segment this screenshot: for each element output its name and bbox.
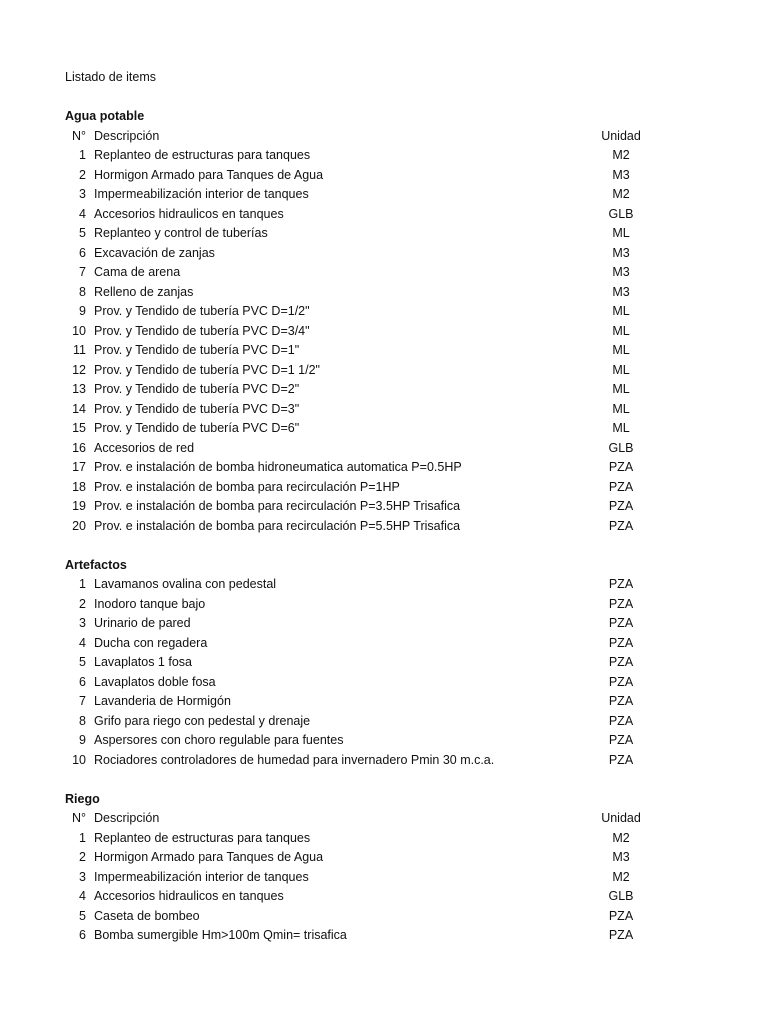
- item-number: 6: [79, 245, 86, 260]
- item-unit: ML: [612, 401, 630, 416]
- column-header-number: N°: [71, 128, 86, 143]
- item-description: Lavaplatos doble fosa: [94, 674, 216, 689]
- item-unit: PZA: [608, 518, 634, 533]
- table-row: [0, 439, 768, 459]
- item-unit: PZA: [608, 616, 634, 630]
- item-number: 18: [72, 479, 86, 494]
- item-unit: ML: [612, 343, 630, 357]
- item-number: 13: [72, 382, 86, 396]
- item-number: 5: [79, 226, 86, 240]
- item-description: Lavamanos ovalina con pedestal: [94, 577, 277, 591]
- table-row: [0, 634, 768, 654]
- item-unit: M3: [612, 850, 630, 864]
- item-number: 15: [72, 421, 86, 435]
- item-number: 10: [72, 323, 86, 338]
- item-unit: GLB: [608, 206, 634, 221]
- table-row: [0, 575, 768, 595]
- table-row: [0, 614, 768, 634]
- column-header-description: Descripción: [94, 811, 160, 825]
- table-row: [0, 868, 768, 888]
- section-title: Riego: [65, 791, 100, 806]
- item-unit: PZA: [608, 694, 634, 708]
- item-description: Ducha con regadera: [94, 635, 208, 650]
- table-row: [0, 146, 768, 166]
- item-description: Prov. y Tendido de tubería PVC D=6": [94, 421, 300, 435]
- item-number: 9: [79, 304, 86, 318]
- table-row: [0, 751, 768, 771]
- table-row: [0, 400, 768, 420]
- item-unit: PZA: [608, 460, 634, 474]
- table-row: [0, 302, 768, 322]
- item-number: 2: [79, 596, 86, 611]
- item-description: Urinario de pared: [94, 616, 191, 630]
- item-unit: PZA: [608, 635, 634, 650]
- item-unit: ML: [612, 323, 630, 338]
- column-header-description: Descripción: [94, 128, 160, 143]
- item-number: 12: [72, 362, 86, 377]
- item-number: 3: [79, 187, 86, 201]
- item-unit: PZA: [608, 752, 634, 767]
- item-number: 20: [72, 518, 86, 533]
- table-row: [0, 517, 768, 537]
- item-number: 5: [79, 655, 86, 669]
- item-description: Prov. y Tendido de tubería PVC D=1/2": [94, 304, 310, 318]
- table-row: [0, 712, 768, 732]
- item-description: Hormigon Armado para Tanques de Agua: [94, 850, 324, 864]
- item-description: Prov. y Tendido de tubería PVC D=3": [94, 401, 300, 416]
- table-row: [0, 478, 768, 498]
- item-description: Prov. y Tendido de tubería PVC D=2": [94, 382, 300, 396]
- item-number: 7: [79, 694, 86, 708]
- item-unit: PZA: [608, 596, 634, 611]
- item-description: Accesorios de red: [94, 440, 195, 455]
- item-number: 6: [79, 674, 86, 689]
- section-title: Artefactos: [65, 557, 127, 572]
- item-number: 11: [73, 343, 86, 357]
- item-unit: GLB: [608, 889, 634, 903]
- item-unit: PZA: [608, 908, 634, 923]
- item-number: 4: [79, 206, 86, 221]
- table-row: [0, 497, 768, 517]
- item-unit: PZA: [608, 928, 634, 942]
- item-unit: PZA: [608, 479, 634, 494]
- item-description: Prov. y Tendido de tubería PVC D=1 1/2": [94, 362, 320, 377]
- item-unit: M3: [612, 265, 630, 279]
- item-number: 7: [79, 265, 86, 279]
- table-row: [0, 224, 768, 244]
- item-description: Bomba sumergible Hm>100m Qmin= trisafica: [94, 928, 347, 942]
- item-description: Prov. y Tendido de tubería PVC D=1": [94, 343, 300, 357]
- column-header-unit: Unidad: [601, 128, 641, 143]
- item-description: Replanteo y control de tuberías: [94, 226, 268, 240]
- document-title: Listado de items: [65, 70, 157, 84]
- item-number: 8: [79, 284, 86, 299]
- table-row: [0, 380, 768, 400]
- item-unit: PZA: [608, 655, 634, 669]
- item-unit: M2: [612, 830, 630, 845]
- item-description: Inodoro tanque bajo: [94, 596, 206, 611]
- item-number: 16: [72, 440, 86, 455]
- item-description: Impermeabilización interior de tanques: [94, 869, 309, 884]
- item-unit: PZA: [608, 713, 634, 728]
- item-number: 1: [79, 148, 86, 162]
- table-row: [0, 205, 768, 225]
- item-description: Replanteo de estructuras para tanques: [94, 830, 311, 845]
- table-row: [0, 848, 768, 868]
- item-unit: M2: [612, 148, 630, 162]
- item-number: 10: [72, 752, 86, 767]
- item-number: 2: [79, 850, 86, 864]
- table-row: [0, 731, 768, 751]
- section-title: Agua potable: [65, 109, 145, 123]
- item-unit: PZA: [608, 733, 634, 747]
- item-unit: M3: [612, 245, 630, 260]
- table-row: [0, 322, 768, 342]
- table-header-row: [0, 127, 768, 147]
- section-title-row: [0, 556, 768, 576]
- item-description: Prov. e instalación de bomba para recirculación P=3.5HP Trisafica: [94, 499, 461, 513]
- item-description: Prov. e instalación de bomba para recirculación P=1HP: [94, 479, 400, 494]
- item-unit: PZA: [608, 674, 634, 689]
- item-unit: GLB: [608, 440, 634, 455]
- column-header-number: N°: [71, 811, 86, 825]
- item-number: 3: [79, 869, 86, 884]
- item-number: 14: [72, 401, 86, 416]
- item-description: Prov. y Tendido de tubería PVC D=3/4": [94, 323, 310, 338]
- table-row: [0, 653, 768, 673]
- item-unit: ML: [612, 304, 630, 318]
- item-number: 19: [72, 499, 86, 513]
- item-unit: PZA: [608, 499, 634, 513]
- item-unit: ML: [612, 382, 630, 396]
- item-description: Accesorios hidraulicos en tanques: [94, 889, 284, 903]
- table-row: [0, 341, 768, 361]
- item-number: 6: [79, 928, 86, 942]
- item-number: 17: [72, 460, 86, 474]
- item-description: Hormigon Armado para Tanques de Agua: [94, 167, 324, 182]
- item-number: 2: [79, 167, 86, 182]
- table-row: [0, 244, 768, 264]
- item-description: Relleno de zanjas: [94, 284, 194, 299]
- table-row: [0, 926, 768, 946]
- item-unit: M2: [612, 187, 630, 201]
- table-row: [0, 595, 768, 615]
- table-row: [0, 419, 768, 439]
- table-row: [0, 458, 768, 478]
- item-number: 9: [79, 733, 86, 747]
- table-row: [0, 263, 768, 283]
- item-description: Accesorios hidraulicos en tanques: [94, 206, 284, 221]
- item-unit: ML: [612, 421, 630, 435]
- item-description: Prov. e instalación de bomba hidroneumatica automatica P=0.5HP: [94, 460, 462, 474]
- table-row: [0, 673, 768, 693]
- item-number: 5: [79, 908, 86, 923]
- item-description: Impermeabilización interior de tanques: [94, 187, 309, 201]
- section-title-row: [0, 790, 768, 810]
- table-row: [0, 907, 768, 927]
- document-title-row: [0, 68, 768, 88]
- item-description: Rociadores controladores de humedad para invernadero Pmin 30 m.c.a.: [94, 752, 495, 767]
- item-description: Excavación de zanjas: [94, 245, 215, 260]
- item-unit: PZA: [608, 577, 634, 591]
- table-row: [0, 283, 768, 303]
- table-header-row: [0, 809, 768, 829]
- item-number: 1: [79, 577, 86, 591]
- item-unit: M2: [612, 869, 630, 884]
- item-description: Cama de arena: [94, 265, 181, 279]
- item-number: 4: [79, 889, 86, 903]
- item-unit: M3: [612, 284, 630, 299]
- column-header-unit: Unidad: [601, 811, 641, 825]
- item-description: Replanteo de estructuras para tanques: [94, 148, 311, 162]
- item-number: 3: [79, 616, 86, 630]
- table-row: [0, 887, 768, 907]
- table-row: [0, 166, 768, 186]
- item-unit: ML: [612, 362, 630, 377]
- table-row: [0, 692, 768, 712]
- table-row: [0, 361, 768, 381]
- item-unit: M3: [612, 167, 630, 182]
- item-description: Grifo para riego con pedestal y drenaje: [94, 713, 311, 728]
- item-number: 4: [79, 635, 86, 650]
- item-number: 1: [79, 830, 86, 845]
- item-description: Lavaplatos 1 fosa: [94, 655, 192, 669]
- table-row: [0, 829, 768, 849]
- section-title-row: [0, 107, 768, 127]
- item-description: Caseta de bombeo: [94, 908, 200, 923]
- item-number: 8: [79, 713, 86, 728]
- item-unit: ML: [612, 226, 630, 240]
- item-description: Prov. e instalación de bomba para recirculación P=5.5HP Trisafica: [94, 518, 461, 533]
- item-description: Aspersores con choro regulable para fuentes: [94, 733, 344, 747]
- table-row: [0, 185, 768, 205]
- item-description: Lavanderia de Hormigón: [94, 694, 231, 708]
